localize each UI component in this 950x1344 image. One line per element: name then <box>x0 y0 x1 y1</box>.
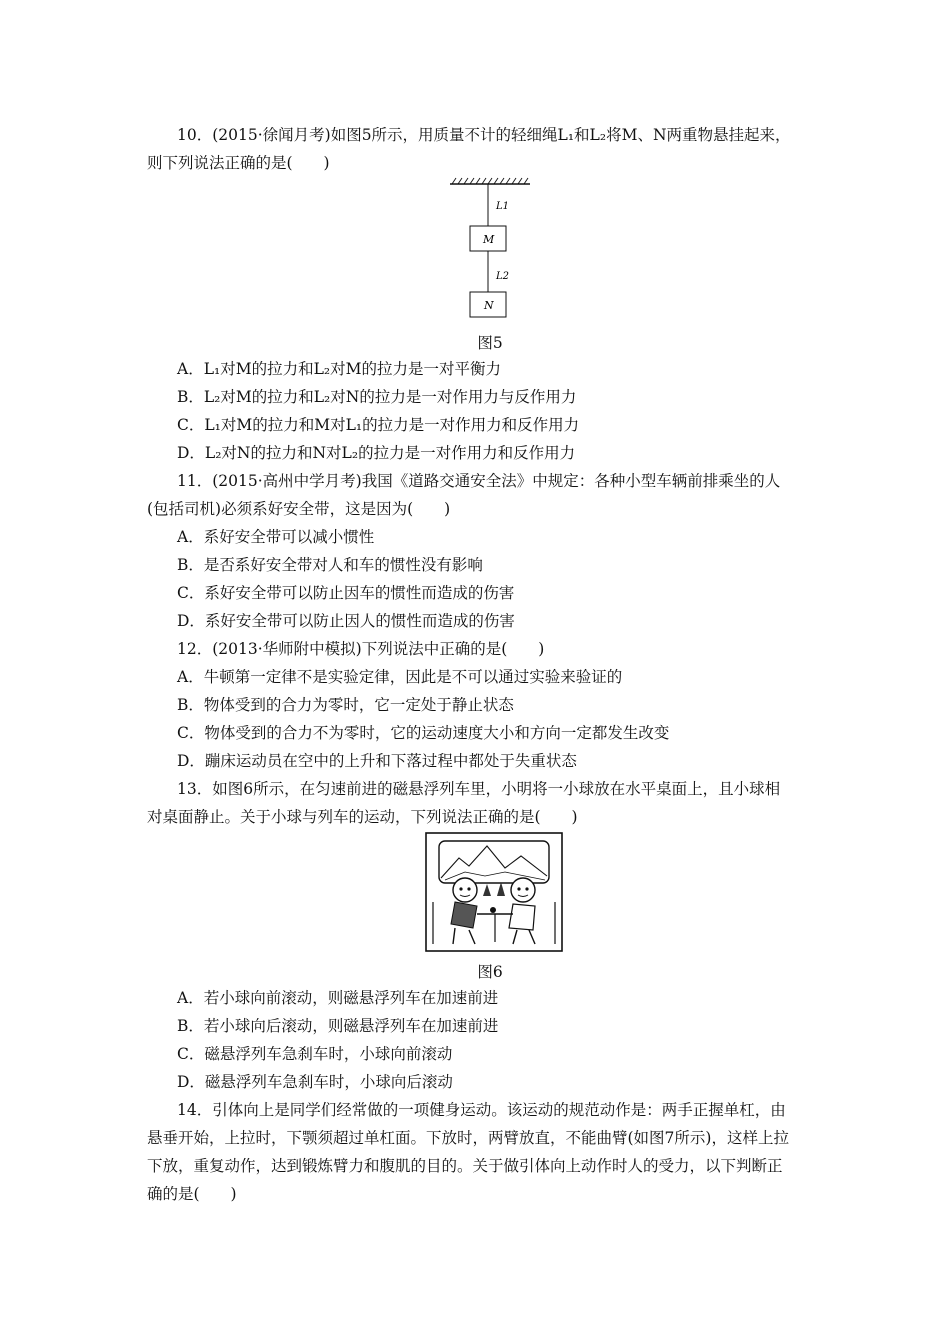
q13-option-d: D．磁悬浮列车急刹车时，小球向后滚动 <box>177 1073 453 1091</box>
q12-option-b: B．物体受到的合力为零时，它一定处于静止状态 <box>177 696 514 714</box>
small-ball <box>490 907 496 913</box>
q13-option-a: A．若小球向前滚动，则磁悬浮列车在加速前进 <box>177 989 499 1007</box>
q11-option-a: A．系好安全带可以减小惯性 <box>177 528 375 546</box>
q14-line3: 下放，重复动作，达到锻炼臂力和腹肌的目的。关于做引体向上动作时人的受力，以下判断正 <box>147 1157 783 1175</box>
q13-line2: 对桌面静止。关于小球与列车的运动，下列说法正确的是( ) <box>147 808 578 826</box>
figure-5-hanging-masses <box>440 176 540 326</box>
q10-option-d: D．L₂对N的拉力和N对L₂的拉力是一对作用力和反作用力 <box>177 444 576 462</box>
q14-line4: 确的是( ) <box>147 1185 237 1203</box>
q10-line1: 10．(2015·徐闻月考)如图5所示，用质量不计的轻细绳L₁和L₂将M、N两重物悬挂起来， <box>177 126 791 144</box>
q13-line1: 13．如图6所示，在匀速前进的磁悬浮列车里，小明将一小球放在水平桌面上，且小球相 <box>177 780 781 798</box>
left-person-head <box>453 878 477 902</box>
right-person-body <box>509 904 535 930</box>
q12-line1: 12．(2013·华师附中模拟)下列说法中正确的是( ) <box>177 640 545 658</box>
q10-option-a: A．L₁对M的拉力和L₂对M的拉力是一对平衡力 <box>177 360 501 378</box>
q11-option-b: B．是否系好安全带对人和车的惯性没有影响 <box>177 556 483 574</box>
label-l1: L1 <box>496 201 510 212</box>
q11-line1: 11．(2015·高州中学月考)我国《道路交通安全法》中规定：各种小型车辆前排乘坐的人 <box>177 472 781 490</box>
ceiling-hatching <box>452 178 528 184</box>
q12-option-c: C．物体受到的合力不为零时，它的运动速度大小和方向一定都发生改变 <box>177 724 670 742</box>
label-n: N <box>484 299 494 312</box>
left-person-body <box>451 902 477 928</box>
label-l2: L2 <box>496 271 510 282</box>
figure-6-caption: 图6 <box>477 963 503 981</box>
q13-option-c: C．磁悬浮列车急刹车时，小球向前滚动 <box>177 1045 453 1063</box>
right-person-head <box>511 878 535 902</box>
q10-line2: 则下列说法正确的是( ) <box>147 154 330 172</box>
q14-line1: 14．引体向上是同学们经常做的一项健身运动。该运动的规范动作是：两手正握单杠，由 <box>177 1101 786 1119</box>
label-m: M <box>483 233 495 246</box>
q10-option-b: B．L₂对M的拉力和L₂对N的拉力是一对作用力与反作用力 <box>177 388 577 406</box>
q10-option-c: C．L₁对M的拉力和M对L₁的拉力是一对作用力和反作用力 <box>177 416 580 434</box>
q11-option-c: C．系好安全带可以防止因车的惯性而造成的伤害 <box>177 584 515 602</box>
q11-option-d: D．系好安全带可以防止因人的惯性而造成的伤害 <box>177 612 515 630</box>
q13-option-b: B．若小球向后滚动，则磁悬浮列车在加速前进 <box>177 1017 499 1035</box>
figure-5-caption: 图5 <box>477 334 503 352</box>
q12-option-d: D．蹦床运动员在空中的上升和下落过程中都处于失重状态 <box>177 752 577 770</box>
q14-line2: 悬垂开始，上拉时，下颚须超过单杠面。下放时，两臂放直，不能曲臂(如图7所示)，这样上拉 <box>147 1129 789 1147</box>
figure-6-train-illustration <box>425 832 563 952</box>
q11-line2: (包括司机)必须系好安全带，这是因为( ) <box>147 500 451 518</box>
q12-option-a: A．牛顿第一定律不是实验定律，因此是不可以通过实验来验证的 <box>177 668 623 686</box>
